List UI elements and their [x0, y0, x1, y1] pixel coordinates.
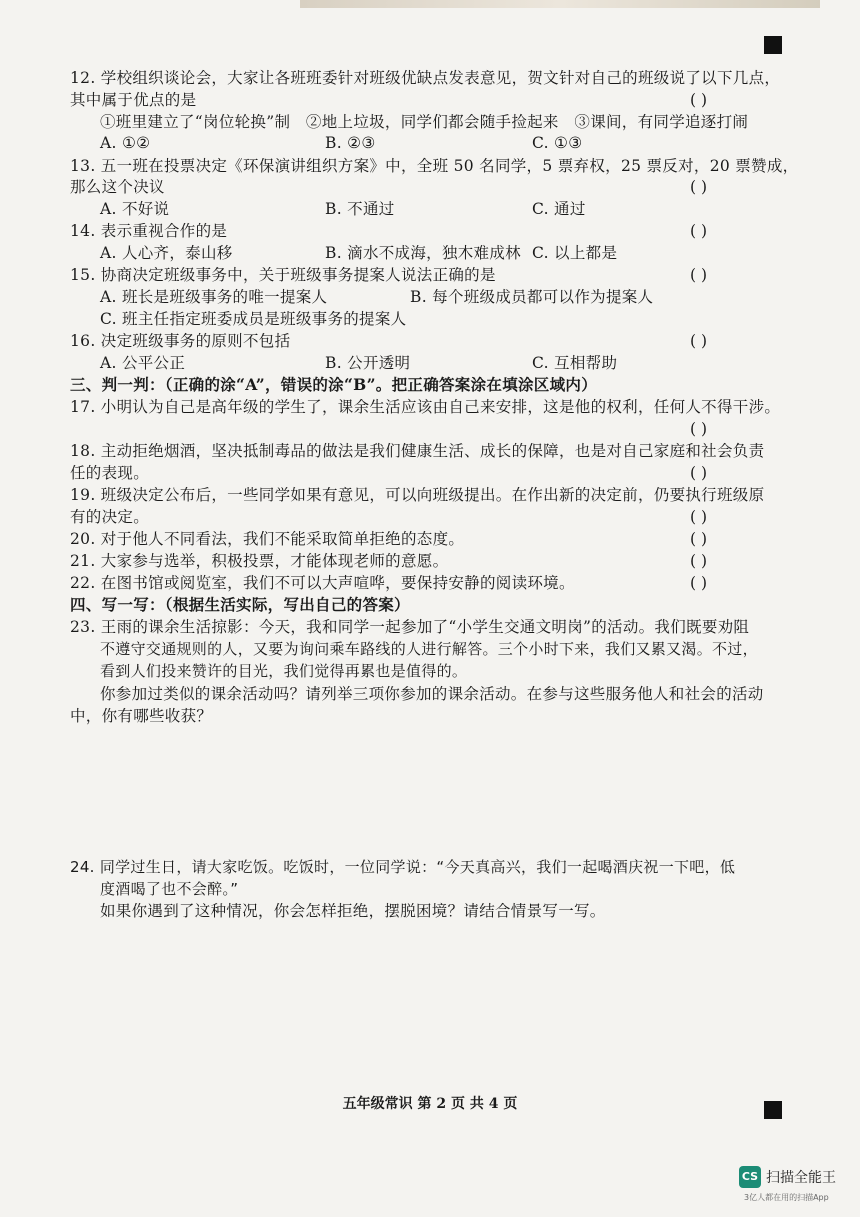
q22-stem: 22. 在图书馆或阅览室，我们不可以大声喧哗，要保持安静的阅读环境。: [70, 574, 575, 592]
q16-option-a: A. 公平公正: [100, 354, 186, 372]
q23-stem-line3: 看到人们投来赞许的目光，我们觉得再累也是值得的。: [100, 662, 468, 680]
alignment-marker-bottom: [764, 1101, 782, 1119]
q12-option-c: C. ①③: [532, 134, 583, 152]
answer-blank: ( ): [690, 266, 708, 284]
q14-stem: 14. 表示重视合作的是: [70, 222, 228, 240]
camscanner-logo-icon: CS: [739, 1166, 761, 1188]
q20-stem: 20. 对于他人不同看法，我们不能采取简单拒绝的态度。: [70, 530, 465, 548]
q23-stem-line2: 不遵守交通规则的人，又要为询问乘车路线的人进行解答。三个小时下来，我们又累又渴。不过，: [100, 640, 758, 658]
q12-items: ①班里建立了“岗位轮换”制 ②地上垃圾，同学们都会随手捡起来 ③课间，有同学追逐打闹: [100, 113, 749, 131]
q24-stem-line1: 24. 同学过生日，请大家吃饭。吃饭时，一位同学说：“今天真高兴，我们一起喝酒庆祝一下吧，低: [70, 858, 736, 876]
answer-blank: ( ): [690, 574, 708, 592]
q17-stem: 17. 小明认为自己是高年级的学生了，课余生活应该由自己来安排，这是他的权利，任何人不得干涉。: [70, 398, 781, 416]
q19-stem-line1: 19. 班级决定公布后，一些同学如果有意见，可以向班级提出。在作出新的决定前，仍要执行班级原: [70, 486, 765, 504]
q23-question-line2: 中，你有哪些收获？: [70, 707, 213, 725]
q13-stem-line1: 13. 五一班在投票决定《环保演讲组织方案》中，全班 50 名同学，5 票弃权，25 票反对，20 票赞成，: [70, 157, 799, 175]
scanner-app-name: 扫描全能王: [766, 1170, 836, 1186]
q23-question-line1: 你参加过类似的课余活动吗？请列举三项你参加的课余活动。在参与这些服务他人和社会的活动: [100, 685, 764, 703]
q12-stem-line2: 其中属于优点的是: [70, 91, 197, 109]
q19-stem-line2: 有的决定。: [70, 508, 150, 526]
q21-stem: 21. 大家参与选举，积极投票，才能体现老师的意愿。: [70, 552, 449, 570]
scanner-app-tagline: 3亿人都在用的扫描App: [744, 1193, 829, 1202]
answer-blank: ( ): [690, 178, 708, 196]
answer-blank: ( ): [690, 222, 708, 240]
answer-blank: ( ): [690, 91, 708, 109]
page-top-edge: [300, 0, 820, 8]
q14-option-b: B. 滴水不成海，独木难成林: [325, 244, 521, 262]
q15-option-a: A. 班长是班级事务的唯一提案人: [100, 288, 328, 306]
alignment-marker-top: [764, 36, 782, 54]
q23-stem-line1: 23. 王雨的课余生活掠影：今天，我和同学一起参加了“小学生交通文明岗”的活动。我们既要劝阻: [70, 618, 750, 636]
page-footer: 五年级常识 第 2 页 共 4 页: [342, 1096, 518, 1112]
answer-blank: ( ): [690, 464, 708, 482]
q16-option-c: C. 互相帮助: [532, 354, 618, 372]
answer-blank: ( ): [690, 530, 708, 548]
q13-option-c: C. 通过: [532, 200, 586, 218]
q14-option-a: A. 人心齐，泰山移: [100, 244, 233, 262]
q12-option-b: B. ②③: [325, 134, 376, 152]
q18-stem-line1: 18. 主动拒绝烟酒，坚决抵制毒品的做法是我们健康生活、成长的保障，也是对自己家庭和社会负责: [70, 442, 765, 460]
q18-stem-line2: 任的表现。: [70, 464, 150, 482]
q24-question: 如果你遇到了这种情况，你会怎样拒绝，摆脱困境？请结合情景写一写。: [100, 902, 606, 920]
q15-option-c: C. 班主任指定班委成员是班级事务的提案人: [100, 310, 407, 328]
q16-stem: 16. 决定班级事务的原则不包括: [70, 332, 291, 350]
answer-blank: ( ): [690, 332, 708, 350]
q15-option-b: B. 每个班级成员都可以作为提案人: [410, 288, 654, 306]
section-3-heading: 三、判一判：（正确的涂“A”，错误的涂“B”。把正确答案涂在填涂区域内）: [70, 375, 598, 394]
section-4-heading: 四、写一写：（根据生活实际，写出自己的答案）: [70, 595, 410, 614]
q13-stem-line2: 那么这个决议: [70, 178, 165, 196]
q13-option-a: A. 不好说: [100, 200, 170, 218]
answer-blank: ( ): [690, 420, 708, 438]
q13-option-b: B. 不通过: [325, 200, 395, 218]
q12-stem-line1: 12. 学校组织谈论会，大家让各班班委针对班级优缺点发表意见，贺文针对自己的班级说了以下几点，: [70, 69, 781, 87]
q12-option-a: A. ①②: [100, 134, 151, 152]
answer-blank: ( ): [690, 552, 708, 570]
q15-stem: 15. 协商决定班级事务中，关于班级事务提案人说法正确的是: [70, 266, 496, 284]
q14-option-c: C. 以上都是: [532, 244, 618, 262]
answer-blank: ( ): [690, 508, 708, 526]
q16-option-b: B. 公开透明: [325, 354, 411, 372]
q24-stem-line2: 度酒喝了也不会醉。”: [100, 880, 239, 898]
